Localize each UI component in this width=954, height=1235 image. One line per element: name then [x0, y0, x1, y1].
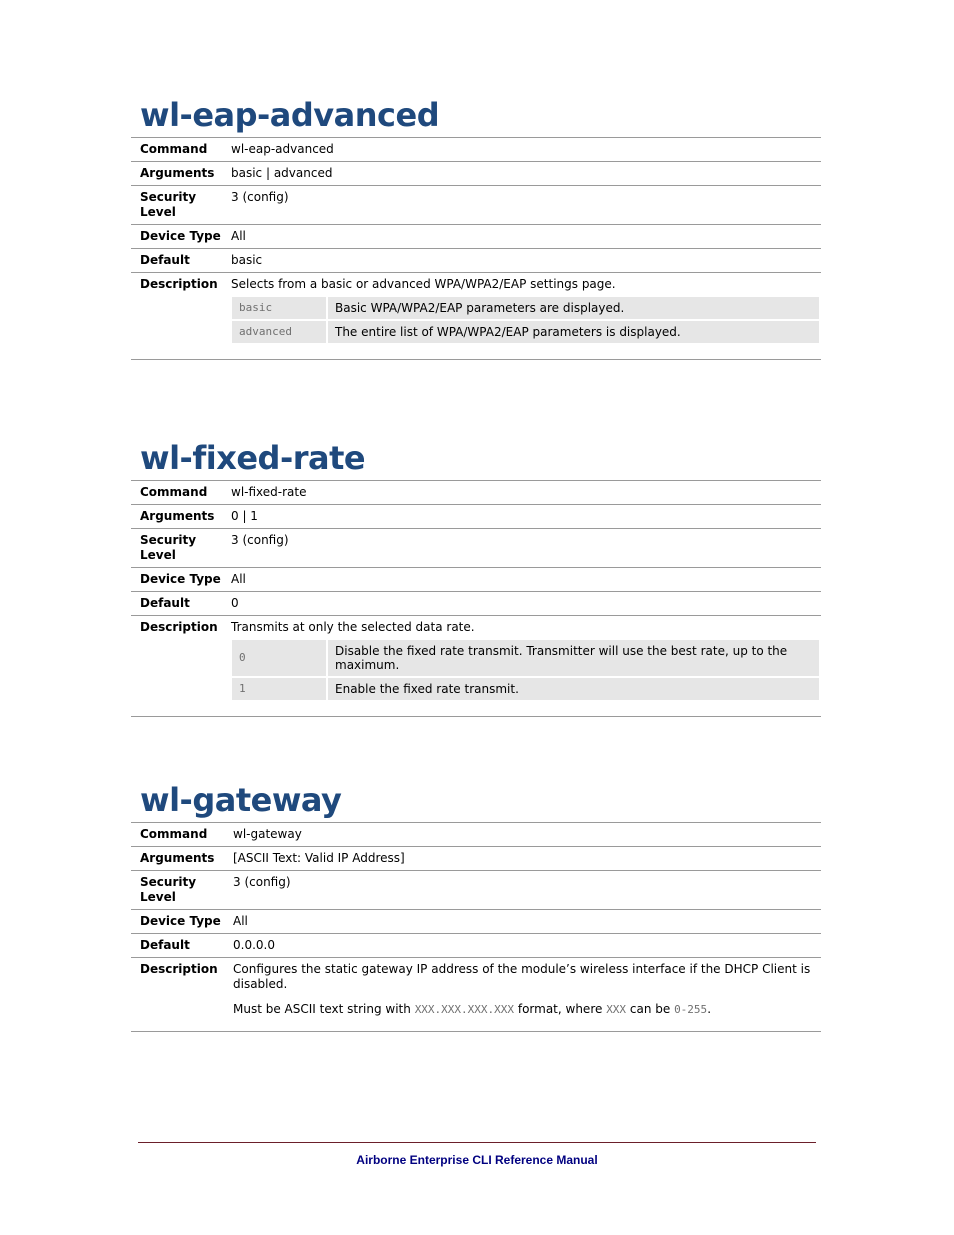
- command-spec-table: [131, 137, 821, 360]
- row-label: Device Type: [131, 568, 222, 592]
- command-spec-table: [131, 480, 821, 717]
- row-description: [131, 273, 821, 360]
- option-text: Basic WPA/WPA2/EAP parameters are displayed.: [328, 297, 819, 319]
- row-value: [ASCII Text: Valid IP Address]: [224, 847, 821, 871]
- row-default: [131, 249, 821, 273]
- description-text: Transmits at only the selected data rate.: [231, 620, 475, 634]
- row-security-level: [131, 871, 821, 910]
- command-section-wl-gateway: [131, 778, 821, 1032]
- row-label: Default: [131, 934, 224, 958]
- note-text: can be: [626, 1002, 675, 1016]
- note-code: 0-255: [674, 1003, 708, 1016]
- footer-title: Airborne Enterprise CLI Reference Manual: [356, 1153, 598, 1167]
- row-arguments: [131, 505, 821, 529]
- command-section-wl-fixed-rate: [131, 436, 821, 717]
- option-row: [232, 678, 819, 700]
- row-label: Command: [131, 138, 222, 162]
- option-row: [232, 640, 819, 676]
- row-device-type: [131, 568, 821, 592]
- row-security-level: [131, 186, 821, 225]
- note-text: format, where: [514, 1002, 607, 1016]
- row-command: [131, 138, 821, 162]
- row-arguments: [131, 162, 821, 186]
- row-value: All: [224, 910, 821, 934]
- row-label: Security Level: [131, 871, 224, 910]
- row-value: [222, 616, 821, 717]
- note-text: .: [707, 1002, 712, 1016]
- row-label: Arguments: [131, 847, 224, 871]
- row-value: 3 (config): [224, 871, 821, 910]
- row-value: [224, 958, 821, 1032]
- option-code: 0: [232, 640, 326, 676]
- note-text: Must be ASCII text string with: [233, 1002, 415, 1016]
- footer-divider: [138, 1142, 816, 1143]
- row-default: [131, 592, 821, 616]
- option-row: [232, 297, 819, 319]
- row-value: 3 (config): [222, 186, 821, 225]
- row-value: All: [222, 568, 821, 592]
- row-device-type: [131, 910, 821, 934]
- option-code: 1: [232, 678, 326, 700]
- row-default: [131, 934, 821, 958]
- description-text: Configures the static gateway IP address of the module’s wireless interface if the DHCP Client is disabled.: [233, 962, 811, 991]
- note-code: XXX: [606, 1003, 627, 1016]
- row-label: Security Level: [131, 186, 222, 225]
- row-label: Default: [131, 592, 222, 616]
- options-table: [230, 295, 821, 345]
- row-device-type: [131, 225, 821, 249]
- description-text: Selects from a basic or advanced WPA/WPA2/EAP settings page.: [231, 277, 616, 291]
- command-spec-table: [131, 822, 821, 1032]
- option-code: advanced: [232, 321, 326, 343]
- row-label: Description: [131, 616, 222, 717]
- row-label: Command: [131, 481, 222, 505]
- row-label: Device Type: [131, 225, 222, 249]
- row-label: Description: [131, 958, 224, 1032]
- row-value: 0.0.0.0: [224, 934, 821, 958]
- row-label: Arguments: [131, 505, 222, 529]
- row-value: 0: [222, 592, 821, 616]
- row-description: [131, 616, 821, 717]
- format-note: [233, 1002, 821, 1017]
- option-code: basic: [232, 297, 326, 319]
- command-section-wl-eap-advanced: [131, 93, 821, 360]
- options-table: [230, 638, 821, 702]
- option-text: Enable the fixed rate transmit.: [328, 678, 819, 700]
- section-title: wl-gateway: [140, 781, 342, 819]
- row-description: [131, 958, 821, 1032]
- row-label: Description: [131, 273, 222, 360]
- row-label: Security Level: [131, 529, 222, 568]
- row-value: 0 | 1: [222, 505, 821, 529]
- row-label: Device Type: [131, 910, 224, 934]
- option-text: The entire list of WPA/WPA2/EAP parameters is displayed.: [328, 321, 819, 343]
- row-security-level: [131, 529, 821, 568]
- row-arguments: [131, 847, 821, 871]
- row-value: basic | advanced: [222, 162, 821, 186]
- row-command: [131, 823, 821, 847]
- row-value: wl-fixed-rate: [222, 481, 821, 505]
- row-value: All: [222, 225, 821, 249]
- row-value: wl-gateway: [224, 823, 821, 847]
- row-value: 3 (config): [222, 529, 821, 568]
- row-value: basic: [222, 249, 821, 273]
- row-label: Arguments: [131, 162, 222, 186]
- section-title: wl-eap-advanced: [140, 96, 440, 134]
- section-title: wl-fixed-rate: [140, 439, 366, 477]
- row-value: wl-eap-advanced: [222, 138, 821, 162]
- option-row: [232, 321, 819, 343]
- option-text: Disable the fixed rate transmit. Transmitter will use the best rate, up to the maximum.: [328, 640, 819, 676]
- row-value: [222, 273, 821, 360]
- row-label: Command: [131, 823, 224, 847]
- row-label: Default: [131, 249, 222, 273]
- row-command: [131, 481, 821, 505]
- note-code: XXX.XXX.XXX.XXX: [414, 1003, 515, 1016]
